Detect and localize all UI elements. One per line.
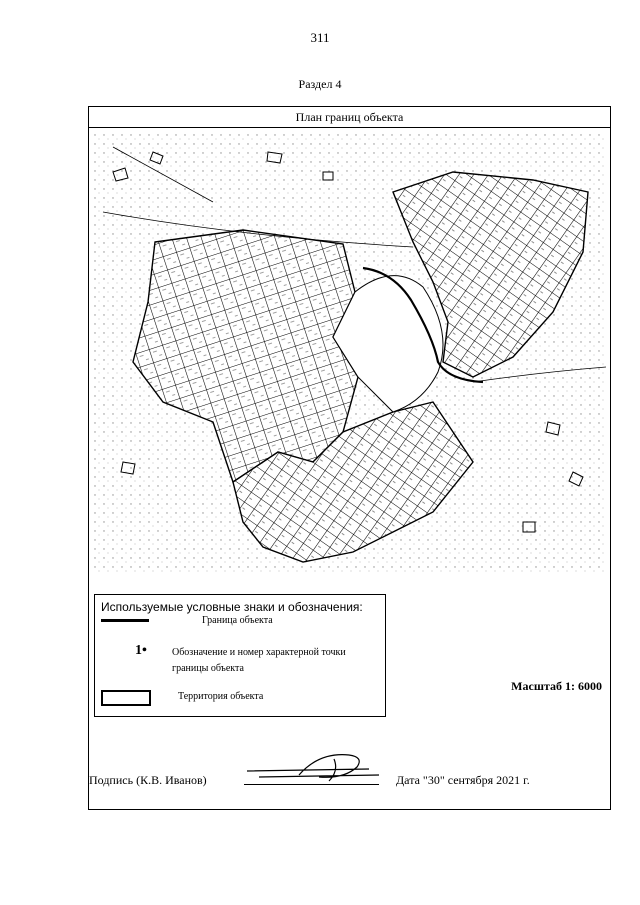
page-number: 311 (310, 30, 330, 45)
point-symbol (135, 643, 147, 659)
cadastral-map (93, 132, 606, 575)
map-scale: Масштаб 1: 6000 (511, 679, 602, 693)
legend-item-territory: Территория объекта (178, 691, 264, 702)
signature-label: Подпись (К.В. Иванов) (89, 773, 207, 787)
section-heading: Раздел 4 (298, 77, 342, 91)
legend-title: Используемые условные знаки и обозначения: (101, 600, 363, 614)
boundary-line-symbol (101, 619, 149, 622)
legend-item-point-line2: границы объекта (172, 663, 244, 674)
signature-line (244, 784, 379, 785)
legend-item-point-line1: Обозначение и номер характерной точки (172, 647, 346, 658)
point-dot-icon: • (142, 643, 147, 658)
plan-title: План границ объекта (89, 107, 610, 128)
legend-item-boundary: Граница объекта (202, 615, 273, 626)
plan-frame (88, 106, 611, 810)
map-drawing (93, 132, 606, 575)
point-number: 1 (135, 643, 142, 658)
handwritten-signature (239, 747, 389, 792)
legend-box (94, 594, 386, 717)
signature-date: Дата "30" сентября 2021 г. (396, 773, 530, 787)
territory-rect-symbol (101, 690, 151, 706)
